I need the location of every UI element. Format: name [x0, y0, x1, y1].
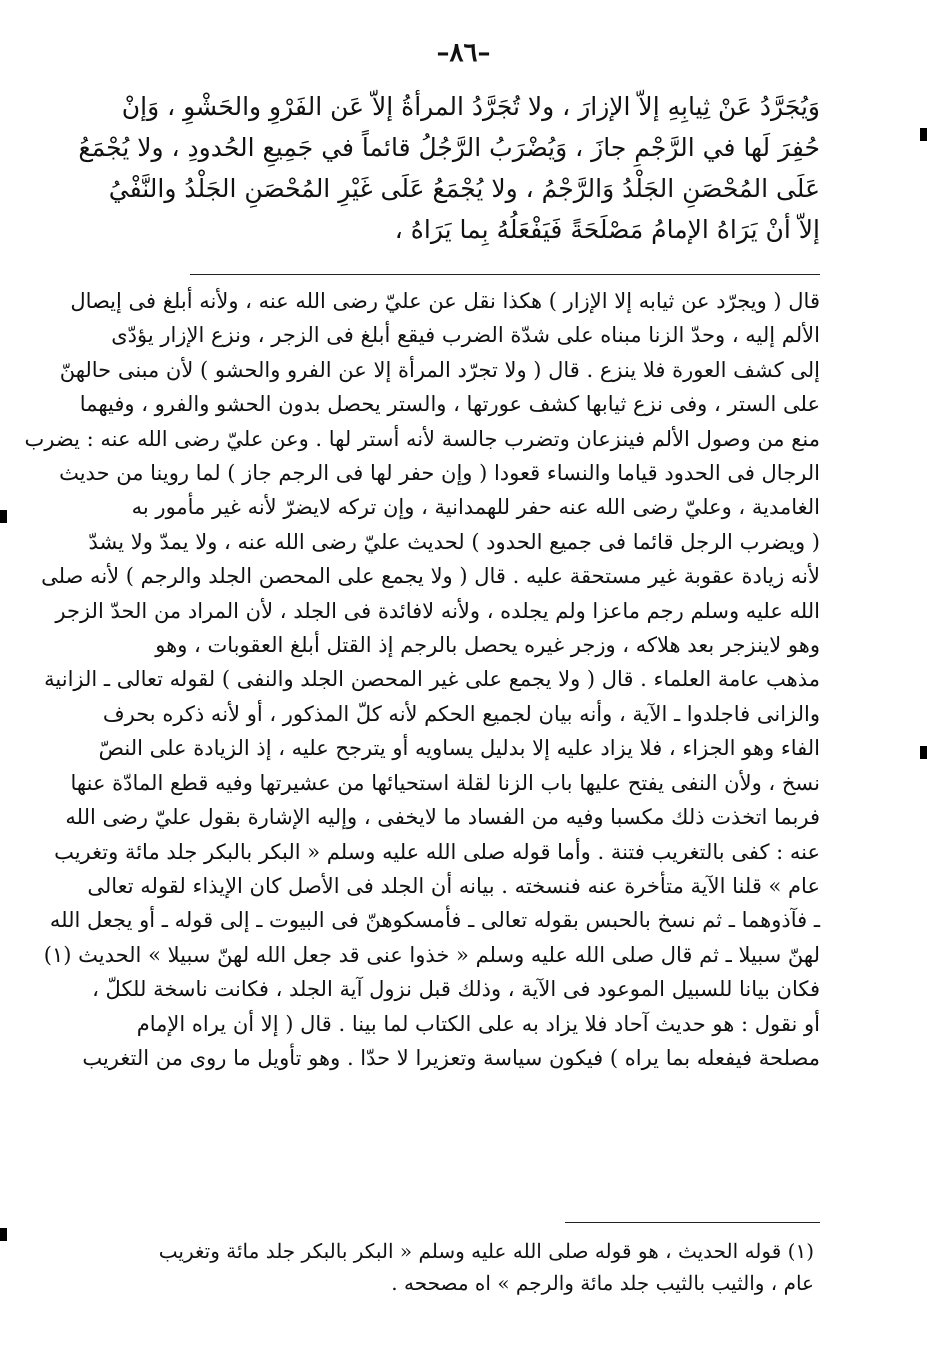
commentary-line: عام » قلنا الآية متأخرة عنه فنسخته . بيانه أن الجلد فى الأصل كان الإيذاء لقوله تعالى: [87, 873, 820, 898]
commentary-line: ـ فآذوهما ـ ثم نسخ بالحبس بقوله تعالى ـ فأمسكوهنّ فى البيوت ـ إلى قوله ـ أو يجعل الله: [49, 908, 820, 933]
commentary-line: لهنّ سبيلا ـ ثم قال صلى الله عليه وسلم « خذوا عنى قد جعل الله لهنّ سبيلا » الحديث (١): [43, 942, 820, 967]
commentary-line: إلى كشف العورة فلا ينزع . قال ( ولا تجرّد المرأة إلا عن الفرو والحشو ) لأن مبنى حالهنّ: [59, 357, 820, 382]
binding-mark: [0, 1228, 7, 1241]
commentary-line: منع من وصول الألم فينزعان وتضرب جالسة لأنه أستر لها . وعن عليّ رضى الله عنه : يضرب: [24, 426, 820, 451]
footnote-divider: [565, 1222, 820, 1223]
commentary-line: مصلحة فيفعله بما يراه ) فيكون سياسة وتعزيرا لا حدّا . وهو تأويل ما روى من التغريب: [82, 1045, 820, 1070]
commentary-line: والزانى فاجلدوا ـ الآية ، وأنه بيان لجميع الحكم لأنه كلّ المذكور ، أو لأنه ذكره بحرف: [102, 701, 820, 726]
commentary-line: عنه : كفى بالتغريب فتنة . وأما قوله صلى الله عليه وسلم « البكر بالبكر جلد مائة وتغريب: [54, 839, 820, 864]
binding-mark: [920, 746, 927, 759]
main-text-line: عَلَى المُحْصَنِ الجَلْدُ وَالرَّجْمُ ، ولا يُجْمَعُ عَلَى غَيْرِ المُحْصَنِ الجَلْدُ والنَّفْيُ: [108, 174, 820, 203]
footnote-line: عام ، والثيب بالثيب جلد مائة والرجم » اه مصححه .: [391, 1271, 814, 1295]
main-text: [76, 86, 820, 250]
binding-mark: [0, 510, 7, 523]
commentary-line: مذهب عامة العلماء . قال ( ولا يجمع على غير المحصن الجلد والنفى ) لقوله تعالى ـ الزانية: [44, 667, 820, 692]
commentary-line: قال ( ويجرّد عن ثيابه إلا الإزار ) هكذا نقل عن عليّ رضى الله عنه ، ولأنه أبلغ فى إيصال: [70, 289, 820, 313]
commentary-line: وهو لاينزجر بعد هلاكه ، وزجر غيره يحصل بالرجم إذ القتل أبلغ العقوبات ، وهو: [155, 633, 820, 658]
main-text-line: حُفِرَ لَها في الرَّجْمِ جازَ ، وَيُضْرَبُ الرَّجُلُ قائماً في جَمِيعِ الحُدودِ ، ولا يُجْمَعُ: [78, 133, 820, 162]
main-text-line: وَيُجَرَّدُ عَنْ ثِيابِهِ إلاّ الإزارَ ، ولا تُجَرَّدُ المرأةُ إلاّ عَن الفَرْوِ والحَشْوِ ، وَإنْ: [121, 92, 820, 121]
commentary-line: الرجال فى الحدود قياما والنساء قعودا ( وإن حفر لها فى الرجم جاز ) لما روينا من حديث: [59, 461, 820, 486]
section-divider: [190, 274, 820, 275]
commentary-line: فربما اتخذت ذلك مكسبا وفيه من الفساد ما لايخفى ، وإليه الإشارة بقول عليّ رضى الله: [65, 805, 820, 830]
binding-mark: [920, 128, 927, 141]
commentary-line: فكان بيانا للسبيل الموعود فى الآية ، وذلك قبل نزول آية الجلد ، فكانت ناسخة للكلّ ،: [92, 977, 820, 1002]
commentary-line: الله عليه وسلم رجم ماعزا ولم يجلده ، ولأنه لافائدة فى الجلد ، لأن المراد من الحدّ الزجر: [55, 598, 820, 623]
footnote-line: (١) قوله الحديث ، هو قوله صلى الله عليه وسلم « البكر بالبكر جلد مائة وتغريب: [158, 1239, 814, 1263]
commentary-line: الألم إليه ، وحدّ الزنا مبناه على شدّة الضرب فيقع أبلغ فى الزجر ، ونزع الإزار يؤدّى: [111, 323, 820, 348]
footnote: [62, 1235, 814, 1299]
commentary: [24, 284, 820, 1075]
commentary-line: الغامدية ، وعليّ رضى الله عنه حفر للهمدانية ، وإن تركه لايضرّ لأنه غير مأمور به: [131, 495, 820, 520]
commentary-line: أو نقول : هو حديث آحاد فلا يزاد به على الكتاب لما بينا . قال ( إلا أن يراه الإمام: [136, 1011, 820, 1036]
commentary-line: لأنه زيادة عقوبة غير مستحقة عليه . قال ( ولا يجمع على المحصن الجلد والرجم ) لأنه صلى: [41, 564, 820, 589]
main-text-line: إلاّ أنْ يَرَاهُ الإمامُ مَصْلَحَةً فَيَفْعَلُهُ بِما يَرَاهُ ،: [394, 215, 820, 244]
commentary-line: على الستر ، وفى نزع ثيابها كشف عورتها ، والستر يحصل بدون الحشو والفرو ، وفيهما: [79, 392, 820, 417]
commentary-line: الفاء وهو الجزاء ، فلا يزاد عليه إلا بدليل يساويه أو يترجح عليه ، إذ الزيادة على النصّ: [98, 736, 820, 761]
commentary-line: ( ويضرب الرجل قائما فى جميع الحدود ) لحديث عليّ رضى الله عنه ، ولا يمدّ ولا يشدّ: [88, 529, 820, 554]
commentary-line: نسخ ، ولأن النفى يفتح عليها باب الزنا لقلة استحيائها من عشيرتها وفيه قطع المادّة عنها: [70, 770, 820, 795]
page-number: –٨٦–: [436, 38, 491, 68]
